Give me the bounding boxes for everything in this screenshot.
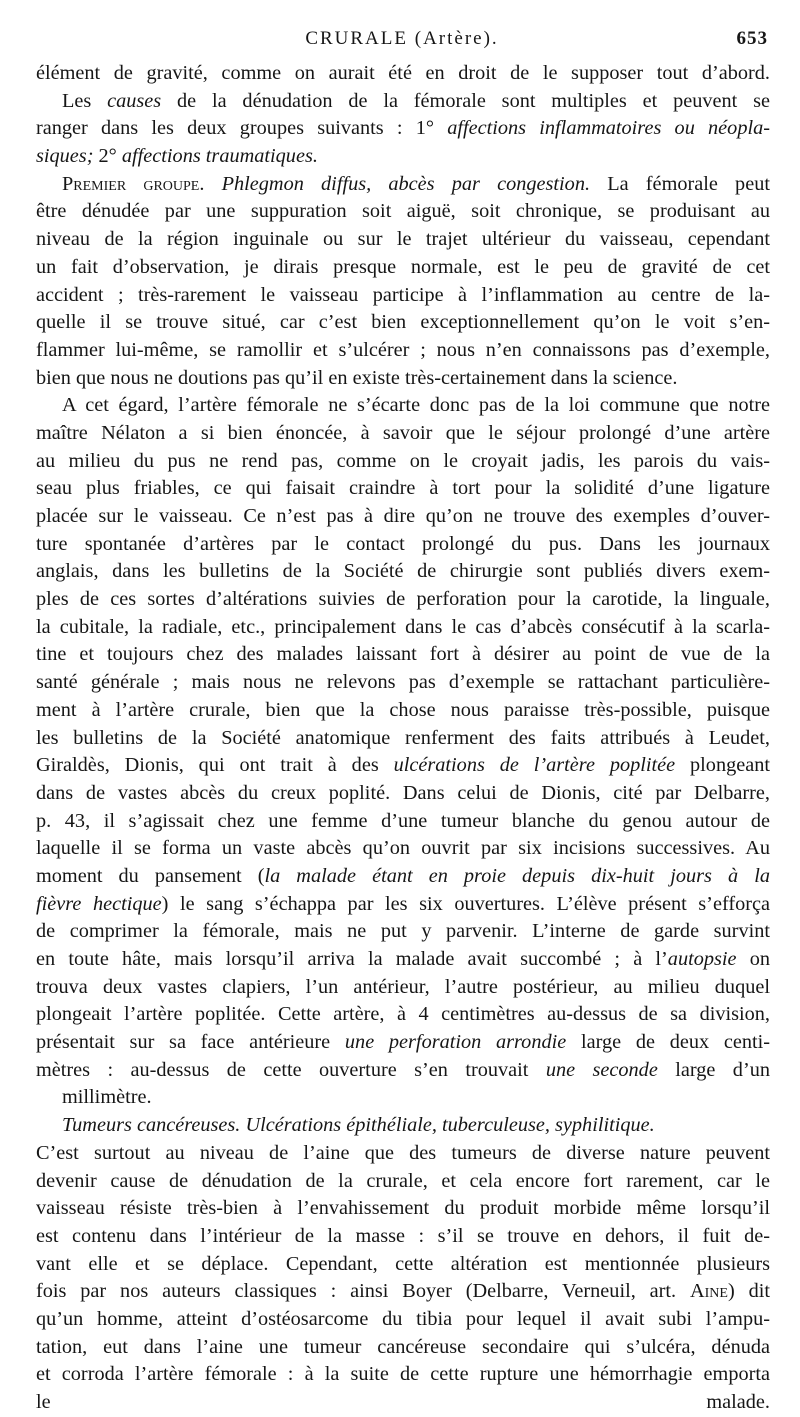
- text-line: [36, 365, 770, 393]
- text-line: [36, 891, 770, 919]
- text-span: dans de vastes abcès du creux poplité. Dans celui de Dionis, cité par Delbarre,: [36, 781, 770, 804]
- text-line: [36, 282, 770, 310]
- text-span: un fait d’observation, je dirais presque normale, est le peu de gravité de cet: [36, 255, 770, 278]
- text-span: p. 43, il s’agissait chez une femme d’une tumeur blanche du genou autour de: [36, 809, 770, 832]
- text-span: bien que nous ne doutions pas qu’il en existe très-certainement dans la science.: [36, 366, 678, 389]
- text-span: laquelle il se forma un vaste abcès qu’on ouvrit par six incisions successives. Au: [36, 837, 770, 860]
- text-span: accident ; très-rarement le vaisseau participe à l’inflammation au centre de la-: [36, 283, 770, 306]
- text-span: moment du pansement (: [36, 864, 265, 887]
- text-line: [36, 1334, 770, 1362]
- text-span: placée sur le vaisseau. Ce n’est pas à dire qu’on ne trouve des exemples d’ouver-: [36, 505, 770, 527]
- italic-span: causes: [107, 89, 162, 112]
- text-span: ranger dans les deux groupes suivants : 1°: [36, 117, 448, 140]
- text-line: [36, 1223, 770, 1251]
- text-span: être dénudée par une suppuration soit aiguë, soit chronique, se produisant au: [36, 200, 770, 223]
- text-span: seau plus friables, ce qui faisait craindre à tort pour la solidité d’une ligature: [36, 477, 770, 500]
- text-line: [36, 1140, 770, 1168]
- text-span: et corroda l’artère fémorale : à la suite de cette rupture une hémorrhagie emporta: [36, 1363, 770, 1386]
- text-span: présentait sur sa face antérieure: [36, 1031, 345, 1054]
- text-line: [36, 143, 770, 171]
- text-span: tation, eut dans l’aine une tumeur cancéreuse secondaire qui s’ulcéra, dénuda: [36, 1335, 770, 1358]
- text-line: [36, 1306, 770, 1334]
- text-span: A cet égard, l’artère fémorale ne s’écarte donc pas de la loi commune que notre: [62, 394, 770, 417]
- text-line: [36, 918, 770, 946]
- text-span: la cubitale, la radiale, etc., principalement dans le cas d’abcès consécutif à la scarla-: [36, 615, 770, 638]
- italic-span: Tumeurs cancéreuses. Ulcérations épithéliale, tuberculeuse, syphilitique.: [62, 1114, 655, 1137]
- text-line: [36, 808, 770, 836]
- text-span: de la dénudation de la fémorale sont multiples et peuvent se: [161, 89, 770, 112]
- text-line: [36, 586, 770, 614]
- text-line: [36, 448, 770, 476]
- text-line: [36, 475, 770, 503]
- text-line: [36, 392, 770, 420]
- text-span: santé générale ; mais nous ne relevons pas d’exemple se rattachant particulière-: [36, 671, 770, 694]
- text-span: mètres : au-dessus de cette ouverture s’en trouvait: [36, 1058, 546, 1081]
- text-line: [36, 254, 770, 282]
- text-line: [36, 171, 770, 199]
- text-line: [36, 946, 770, 974]
- text-line: [36, 1001, 770, 1029]
- text-line: [36, 697, 770, 725]
- text-line: [36, 974, 770, 1002]
- body-text: [36, 60, 770, 1417]
- text-line: [36, 420, 770, 448]
- text-span: les bulletins de la Société anatomique renferment des faits attribués à Leudet,: [36, 726, 770, 749]
- text-line: [36, 531, 770, 559]
- text-line: [36, 1278, 770, 1306]
- text-line: [36, 641, 770, 669]
- text-line: [36, 1168, 770, 1196]
- text-span: devenir cause de dénudation de la crurale, et cela encore fort rarement, car le: [36, 1169, 770, 1192]
- text-line: [36, 1195, 770, 1223]
- text-line: [36, 337, 770, 365]
- text-span: vaisseau résiste très-bien à l’envahissement du produit morbide même lorsqu’il: [36, 1197, 770, 1220]
- italic-span: autopsie: [667, 948, 737, 970]
- text-span: quelle il se trouve situé, car c’est bien exceptionnellement qu’on le voit s’en-: [36, 311, 770, 334]
- small-caps-span: Aine: [689, 1280, 728, 1303]
- italic-span: une perforation arrondie: [344, 1031, 567, 1054]
- text-line: [36, 1389, 770, 1417]
- text-line: [36, 1029, 770, 1057]
- text-line: [36, 503, 770, 531]
- italic-span: la malade étant en proie depuis dix-huit jours à la: [264, 864, 770, 887]
- text-span: de comprimer la fémorale, mais ne put y parvenir. L’interne de garde survint: [36, 920, 770, 943]
- italic-span: siques;: [36, 145, 94, 168]
- text-line: [36, 309, 770, 337]
- running-head-title: CRURALE (Artère).: [305, 28, 499, 49]
- italic-span: une seconde: [545, 1058, 658, 1081]
- italic-span: ulcérations de l’artère poplitée: [393, 754, 676, 777]
- text-line: [36, 835, 770, 863]
- text-span: Les: [62, 89, 108, 112]
- text-line: [36, 198, 770, 226]
- text-span: maître Nélaton a si bien énoncée, à savoir que le séjour prolongé d’une artère: [36, 421, 770, 444]
- italic-span: fièvre hectique: [36, 892, 162, 915]
- text-line: [36, 752, 770, 780]
- italic-span: Phlegmon diffus, abcès par congestion.: [221, 172, 591, 195]
- text-span: millimètre.: [62, 1086, 152, 1109]
- text-span: flammer lui-même, se ramollir et s’ulcérer ; nous n’en connaissons pas d’exemple,: [36, 338, 770, 361]
- text-span: plongeait l’artère poplitée. Cette artère, à 4 centimètres au-dessus de sa division,: [36, 1003, 770, 1026]
- text-span: ture spontanée d’artères par le contact prolongé du pus. Dans les journaux: [36, 532, 770, 555]
- text-span: vant elle et se déplace. Cependant, cette altération est mentionnée plusieurs: [36, 1252, 770, 1275]
- text-span: au milieu du pus ne rend pas, comme on le croyait jadis, les parois du vais-: [36, 449, 770, 472]
- text-span: en toute hâte, mais lorsqu’il arriva la malade avait succombé ; à l’: [36, 948, 668, 970]
- text-line: [36, 1057, 770, 1085]
- text-line: [36, 780, 770, 808]
- text-line: [36, 1251, 770, 1279]
- text-span: [204, 173, 221, 195]
- running-head: [36, 28, 768, 58]
- text-span: est contenu dans l’intérieur de la masse : s’il se trouve en dehors, il fuit de-: [36, 1224, 770, 1247]
- text-line: [36, 88, 770, 116]
- text-line: [36, 725, 770, 753]
- text-line: [36, 1361, 770, 1389]
- text-span: on: [736, 948, 770, 970]
- text-span: Giraldès, Dionis, qui ont trait à des: [36, 754, 394, 777]
- text-span: anglais, dans les bulletins de la Société de chirurgie sont publiés divers exem-: [36, 560, 770, 583]
- small-caps-span: Premier groupe.: [62, 172, 205, 195]
- text-line: [36, 1084, 770, 1112]
- text-line: [36, 863, 770, 891]
- text-span: large de deux centi-: [566, 1031, 770, 1054]
- text-span: La fémorale peut: [590, 172, 770, 195]
- text-span: ) dit: [727, 1280, 771, 1303]
- italic-span: affections inflammatoires ou néopla-: [447, 117, 770, 140]
- text-line: [36, 669, 770, 697]
- page-number: 653: [736, 28, 768, 49]
- text-line: [36, 226, 770, 254]
- text-span: trouva deux vastes clapiers, l’un antérieur, l’autre postérieur, au milieu duquel: [36, 975, 770, 998]
- text-span: niveau de la région inguinale ou sur le trajet ultérieur du vaisseau, cependant: [36, 228, 770, 251]
- text-span: plongeant: [675, 754, 771, 777]
- text-span: large d’un: [657, 1058, 770, 1081]
- text-line: [36, 60, 770, 88]
- text-line: [36, 558, 770, 586]
- text-span: le malade.: [36, 1391, 770, 1413]
- text-span: 2°: [93, 145, 122, 168]
- text-span: ) le sang s’échappa par les six ouvertures. L’élève présent s’efforça: [161, 892, 770, 915]
- text-line: [36, 1112, 770, 1140]
- text-span: fois par nos auteurs classiques : ainsi Boyer (Delbarre, Verneuil, art.: [36, 1280, 690, 1303]
- text-span: C’est surtout au niveau de l’aine que des tumeurs de diverse nature peuvent: [36, 1141, 770, 1164]
- text-span: qu’un homme, atteint d’ostéosarcome du tibia pour lequel il avait subi l’ampu-: [36, 1307, 770, 1330]
- text-line: [36, 115, 770, 143]
- text-span: tine et toujours chez des malades laissant fort à désirer au point de vue de la: [36, 643, 770, 666]
- text-span: ment à l’artère crurale, bien que la chose nous paraisse très-possible, puisque: [36, 698, 770, 721]
- text-line: [36, 614, 770, 642]
- text-span: ples de ces sortes d’altérations suivies de perforation pour la carotide, la linguale,: [36, 588, 770, 611]
- italic-span: affections traumatiques.: [121, 145, 318, 168]
- text-span: élément de gravité, comme on aurait été en droit de le supposer tout d’abord.: [36, 62, 770, 84]
